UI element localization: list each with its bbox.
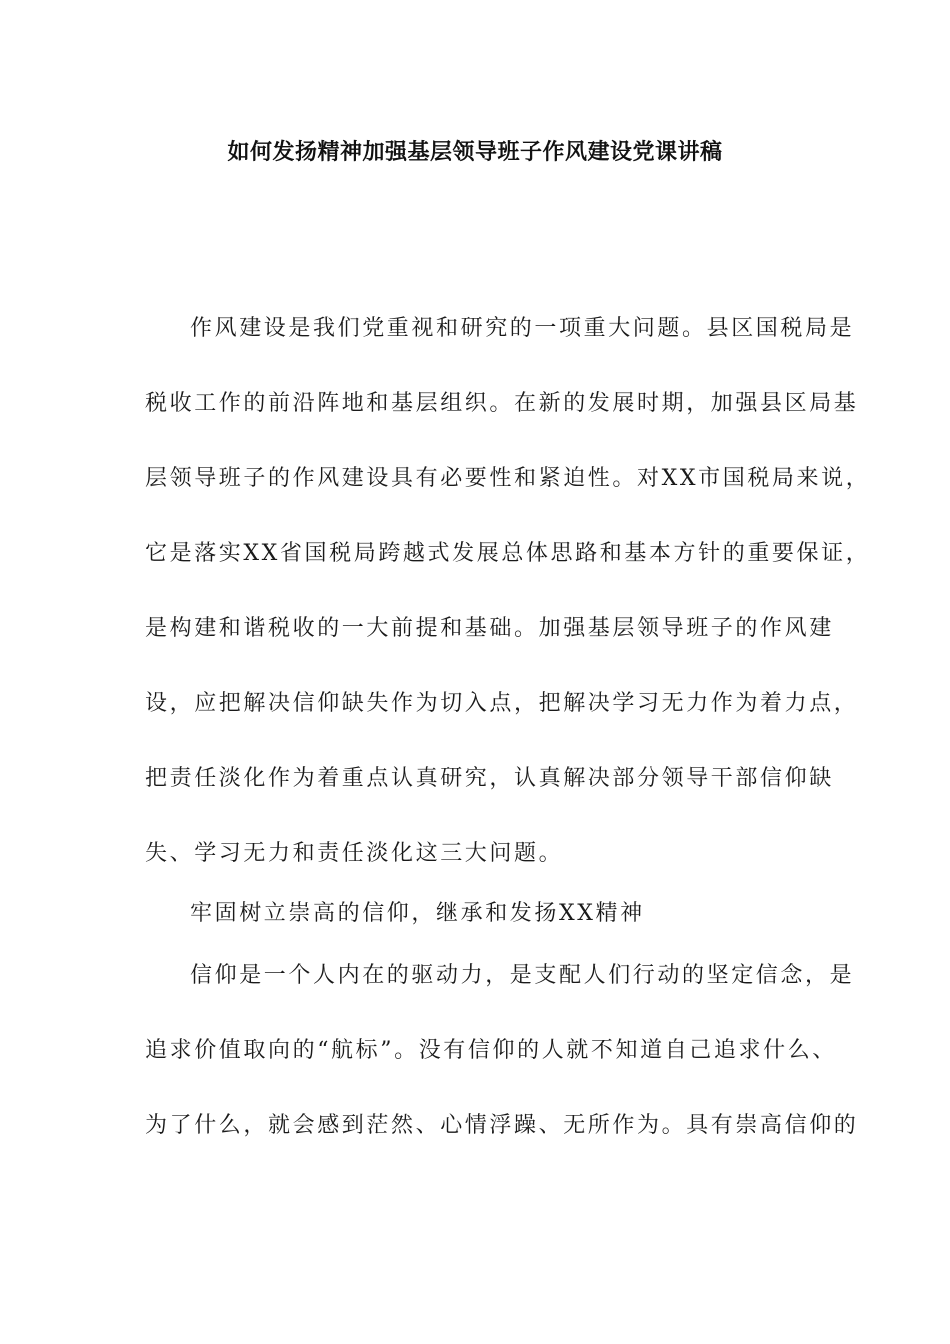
paragraph-line: 是构建和谐税收的一大前提和基础。加强基层领导班子的作风建: [145, 616, 834, 641]
paragraph-line: 它是落实XX省国税局跨越式发展总体思路和基本方针的重要保证，: [145, 541, 871, 566]
section-heading: 牢固树立崇高的信仰，继承和发扬XX精神: [190, 901, 645, 926]
paragraph-line: 作风建设是我们党重视和研究的一项重大问题。县区国税局是: [190, 316, 855, 341]
paragraph-line: 失、学习无力和责任淡化这三大问题。: [145, 841, 564, 866]
paragraph-line: 信仰是一个人内在的驱动力，是支配人们行动的坚定信念，是: [190, 963, 855, 988]
document-title: 如何发扬精神加强基层领导班子作风建设党课讲稿: [227, 140, 723, 165]
paragraph-line: 追求价值取向的“航标”。没有信仰的人就不知道自己追求什么、: [145, 1038, 837, 1063]
paragraph-line: 层领导班子的作风建设具有必要性和紧迫性。对XX市国税局来说，: [145, 466, 871, 491]
paragraph-line: 设，应把解决信仰缺失作为切入点，把解决学习无力作为着力点，: [145, 691, 859, 716]
paragraph-line: 税收工作的前沿阵地和基层组织。在新的发展时期，加强县区局基: [145, 391, 859, 416]
paragraph-line: 把责任淡化作为着重点认真研究，认真解决部分领导干部信仰缺: [145, 766, 834, 791]
paragraph-line: 为了什么，就会感到茫然、心情浮躁、无所作为。具有崇高信仰的: [145, 1113, 859, 1138]
